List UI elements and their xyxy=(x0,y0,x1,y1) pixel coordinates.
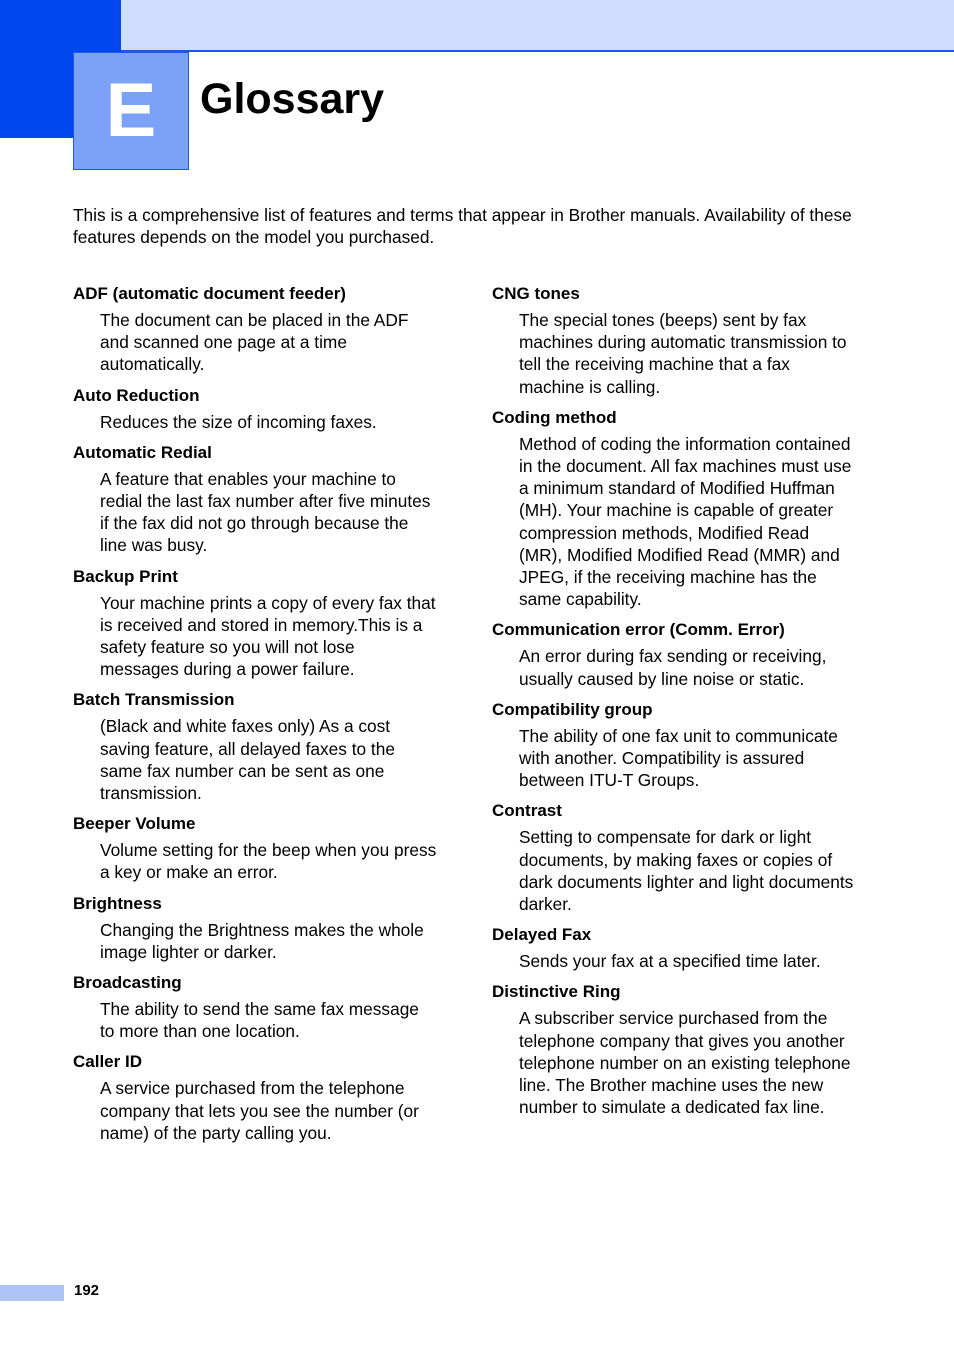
glossary-term: Distinctive Ring xyxy=(492,982,621,1002)
glossary-entry xyxy=(492,699,857,792)
glossary-definition: Setting to compensate for dark or light documents, by making faxes or copies of dark documents lighter and light documents darker. xyxy=(519,827,854,915)
glossary-definition: The ability to send the same fax message to more than one location. xyxy=(100,999,419,1042)
glossary-definition: A feature that enables your machine to redial the last fax number after five minutes if the fax did not go through because the line was busy. xyxy=(100,468,431,556)
glossary-entry xyxy=(492,407,857,611)
chapter-letter: E xyxy=(105,68,157,153)
glossary-term: Batch Transmission xyxy=(73,690,235,710)
glossary-entry xyxy=(492,619,857,689)
glossary-term: Beeper Volume xyxy=(73,814,196,834)
glossary-entry xyxy=(73,813,438,883)
chapter-letter-box xyxy=(73,52,189,170)
glossary-definition: The document can be placed in the ADF and scanned one page at a time automatically. xyxy=(100,310,409,375)
glossary-entry xyxy=(73,385,438,433)
glossary-definition: Reduces the size of incoming faxes. xyxy=(100,411,377,432)
glossary-term: Auto Reduction xyxy=(73,385,200,405)
glossary-definition: (Black and white faxes only) As a cost saving feature, all delayed faxes to the same fax number can be sent as one transmission. xyxy=(100,716,395,804)
glossary-definition: An error during fax sending or receiving, usually caused by line noise or static. xyxy=(519,646,827,689)
glossary-column-left xyxy=(73,283,438,1153)
glossary-definition: Volume setting for the beep when you press a key or make an error. xyxy=(100,840,437,883)
glossary-entry xyxy=(73,689,438,804)
glossary-term: Delayed Fax xyxy=(492,925,592,945)
glossary-term: ADF (automatic document feeder) xyxy=(73,284,346,303)
glossary-entry xyxy=(73,566,438,681)
glossary-term: Brightness xyxy=(73,893,162,913)
glossary-term: Backup Print xyxy=(73,566,178,586)
glossary-entry xyxy=(73,972,438,1042)
glossary-definition: Your machine prints a copy of every fax that is received and stored in memory.This is a safety feature so you will not lose messages during a power failure. xyxy=(100,592,436,680)
glossary-entry xyxy=(492,981,857,1118)
glossary-entry xyxy=(492,924,857,972)
glossary-entry xyxy=(73,283,438,376)
glossary-definition: Sends your fax at a specified time later. xyxy=(519,951,821,972)
glossary-term: Communication error (Comm. Error) xyxy=(492,620,785,640)
glossary-term: Compatibility group xyxy=(492,699,653,719)
footer-bar xyxy=(0,1285,64,1301)
glossary-definition: A service purchased from the telephone company that lets you see the number (or name) of the party calling you. xyxy=(100,1078,419,1143)
glossary-term: Automatic Redial xyxy=(73,442,212,462)
glossary-term: Coding method xyxy=(492,407,617,427)
page-number: 192 xyxy=(74,1282,100,1299)
glossary-entry xyxy=(492,283,857,398)
glossary-entry xyxy=(73,1051,438,1144)
intro-paragraph: This is a comprehensive list of features and terms that appear in Brother manuals. Availability of these features depends on the model you purchased. xyxy=(73,205,852,247)
glossary-term: Caller ID xyxy=(73,1052,142,1072)
glossary-definition: Method of coding the information contained in the document. All fax machines must use a minimum standard of Modified Huffman (MH). Your machine is capable of greater compression methods, Modified Read (MR), Modified Modified Read (MMR) and JPEG, if the receiving machine has the same capability. xyxy=(519,433,852,610)
glossary-term: Contrast xyxy=(492,801,562,821)
glossary-term: Broadcasting xyxy=(73,973,182,993)
page-title: Glossary xyxy=(200,75,385,123)
header-band xyxy=(120,0,954,52)
glossary-entry xyxy=(492,800,857,915)
glossary-definition: Changing the Brightness makes the whole image lighter or darker. xyxy=(100,919,424,962)
glossary-definition: The ability of one fax unit to communicate with another. Compatibility is assured between ITU-T Groups. xyxy=(519,725,838,791)
glossary-entry xyxy=(73,442,438,557)
glossary-entry xyxy=(73,893,438,963)
glossary-definition: A subscriber service purchased from the telephone company that gives you another telephone number on an existing telephone line. The Brother machine uses the new number to simulate a dedicated fax line. xyxy=(519,1008,851,1118)
glossary-definition: The special tones (beeps) sent by fax machines during automatic transmission to tell the receiving machine that a fax machine is calling. xyxy=(519,310,847,397)
glossary-column-right xyxy=(492,283,857,1127)
glossary-term: CNG tones xyxy=(492,284,580,303)
